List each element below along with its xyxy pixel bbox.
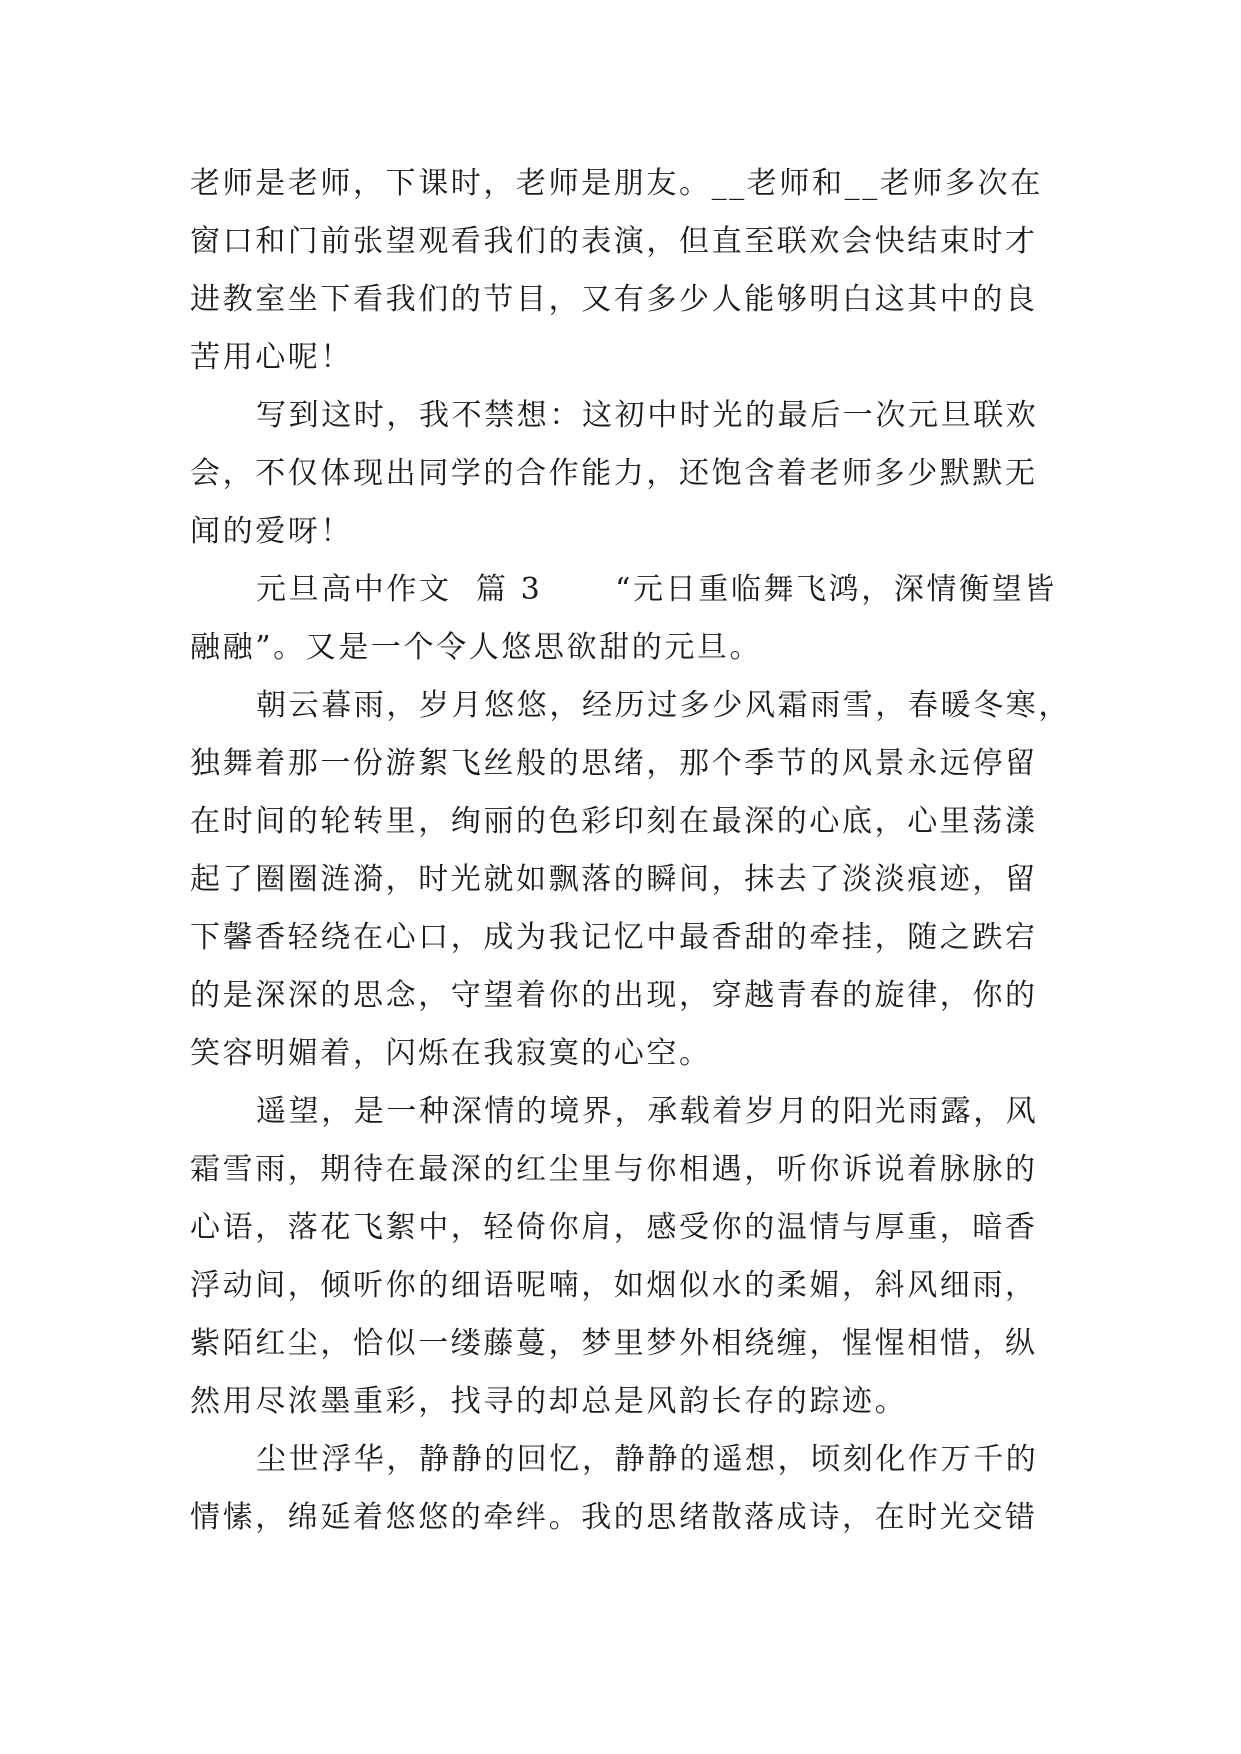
text-line: 情愫，绵延着悠悠的牵绊。我的思绪散落成诗，在时光交错	[190, 1500, 1038, 1535]
paragraph-2	[190, 387, 1055, 561]
text-line: 霜雪雨，期待在最深的红尘里与你相遇，听你诉说着脉脉的	[190, 1152, 1038, 1187]
paragraph-3	[190, 561, 1055, 677]
text-line: 心语，落花飞絮中，轻倚你肩，感受你的温情与厚重，暗香	[190, 1210, 1038, 1245]
text-line: 笑容明媚着，闪烁在我寂寞的心空。	[190, 1036, 712, 1071]
text-line: 元旦高中作文 篇 3 “元日重临舞飞鸿，深情衡望皆	[256, 572, 1057, 607]
text-line: 进教室坐下看我们的节目，又有多少人能够明白这其中的良	[190, 282, 1038, 317]
document-page	[190, 155, 1071, 1547]
paragraph-5	[190, 1083, 1055, 1431]
text-line: 尘世浮华，静静的回忆，静静的遥想，顷刻化作万千的	[256, 1442, 1039, 1477]
text-line: 下馨香轻绕在心口，成为我记忆中最香甜的牵挂，随之跌宕	[190, 920, 1038, 955]
paragraph-1	[190, 155, 1055, 387]
text-line: 紫陌红尘，恰似一缕藤蔓，梦里梦外相绕缠，惺惺相惜，纵	[190, 1326, 1038, 1361]
text-line: 融融”。又是一个令人悠思欲甜的元旦。	[190, 630, 763, 665]
text-line: 苦用心呢！	[190, 340, 353, 375]
paragraph-4	[190, 677, 1071, 1083]
text-line: 浮动间，倾听你的细语呢喃，如烟似水的柔媚，斜风细雨，	[190, 1268, 1038, 1303]
text-line: 遥望，是一种深情的境界，承载着岁月的阳光雨露，风	[256, 1094, 1039, 1129]
text-line: 闻的爱呀！	[190, 514, 353, 549]
text-line: 窗口和门前张望观看我们的表演，但直至联欢会快结束时才	[190, 224, 1038, 259]
text-line: 在时间的轮转里，绚丽的色彩印刻在最深的心底，心里荡漾	[190, 804, 1038, 839]
text-line: 的是深深的思念，守望着你的出现，穿越青春的旋律，你的	[190, 978, 1038, 1013]
text-line: 写到这时，我不禁想：这初中时光的最后一次元旦联欢	[256, 398, 1039, 433]
text-line: 朝云暮雨，岁月悠悠，经历过多少风霜雨雪，春暖冬寒，	[256, 688, 1071, 723]
text-line: 然用尽浓墨重彩，找寻的却总是风韵长存的踪迹。	[190, 1384, 908, 1419]
text-line: 起了圈圈涟漪，时光就如飘落的瞬间，抹去了淡淡痕迹，留	[190, 862, 1038, 897]
text-line: 会，不仅体现出同学的合作能力，还饱含着老师多少默默无	[190, 456, 1038, 491]
text-line: 独舞着那一份游絮飞丝般的思绪，那个季节的风景永远停留	[190, 746, 1038, 781]
text-line: 老师是老师，下课时，老师是朋友。__老师和__老师多次在	[190, 166, 1043, 201]
paragraph-6	[190, 1431, 1055, 1547]
